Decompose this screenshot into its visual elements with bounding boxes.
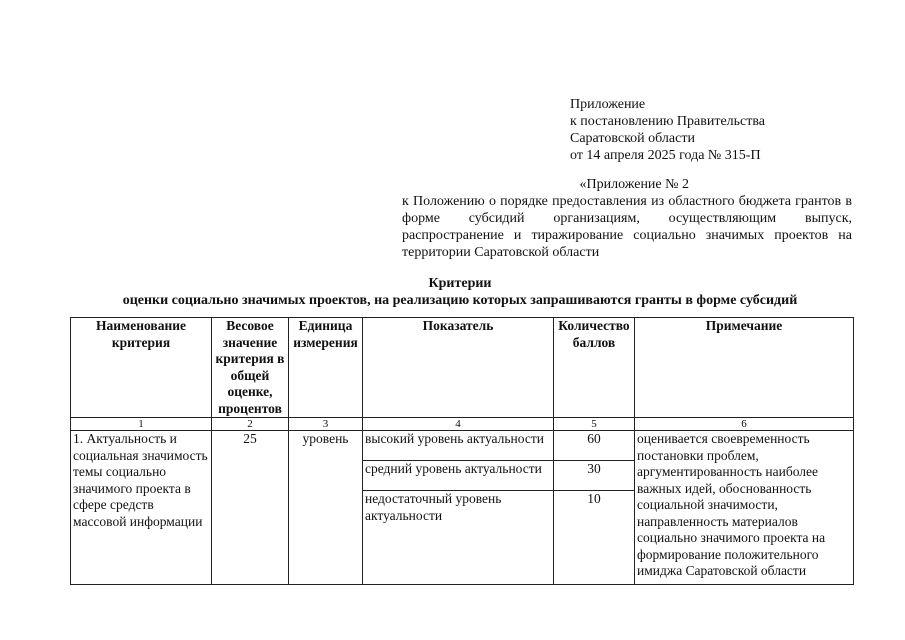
indicator-cell: средний уровень актуальности (363, 461, 554, 491)
approval-line-3: Саратовской области (570, 131, 695, 146)
points-cell: 30 (554, 461, 635, 491)
title-line-1: Критерии (428, 276, 492, 291)
column-number: 5 (554, 418, 635, 431)
points-cell: 60 (554, 431, 635, 461)
header-note: Примечание (635, 318, 854, 418)
column-number: 3 (289, 418, 363, 431)
column-number: 2 (212, 418, 289, 431)
appendix-heading: «Приложение № 2 (579, 177, 689, 192)
weight-cell: 25 (212, 431, 289, 585)
criterion-cell: 1. Актуальность и социальная значимость темы социально значимого проекта в сфере средств массовой информации (71, 431, 212, 585)
header-indicator: Показатель (363, 318, 554, 418)
approval-block (570, 96, 870, 164)
approval-line-1: Приложение (570, 97, 646, 112)
column-number: 4 (363, 418, 554, 431)
column-number: 1 (71, 418, 212, 431)
approval-line-4: от 14 апреля 2025 года № 315-П (570, 148, 761, 163)
approval-line-2: к постановлению Правительства (570, 114, 766, 129)
column-number-row (71, 418, 854, 431)
column-number: 6 (635, 418, 854, 431)
header-weight: Весовое значение критерия в общей оценке, процентов (212, 318, 289, 418)
header-points: Количество баллов (554, 318, 635, 418)
unit-cell: уровень (289, 431, 363, 585)
indicator-cell: высокий уровень актуальности (363, 431, 554, 461)
table-row (71, 431, 854, 461)
document-title (60, 275, 860, 309)
header-row (71, 318, 854, 418)
note-cell: оценивается своевременность постановки проблем, аргументированность наиболее важных идей, обоснованность социальной значимости, направленность материалов социально значимого проекта на формирование положительного имиджа Саратовской области (635, 431, 854, 585)
criteria-table (70, 317, 854, 585)
appendix-block (402, 176, 852, 261)
header-criterion: Наименование критерия (71, 318, 212, 418)
appendix-text: к Положению о порядке предоставления из областного бюджета грантов в форме субсидий организациям, осуществляющим выпуск, распространение и тиражирование социально значимых проектов на территории Саратовской области (402, 194, 852, 260)
header-unit: Единица измерения (289, 318, 363, 418)
title-line-2: оценки социально значимых проектов, на реализацию которых запрашиваются гранты в форме субсидий (122, 293, 798, 308)
indicator-cell: недостаточный уровень актуальности (363, 491, 554, 585)
points-cell: 10 (554, 491, 635, 585)
